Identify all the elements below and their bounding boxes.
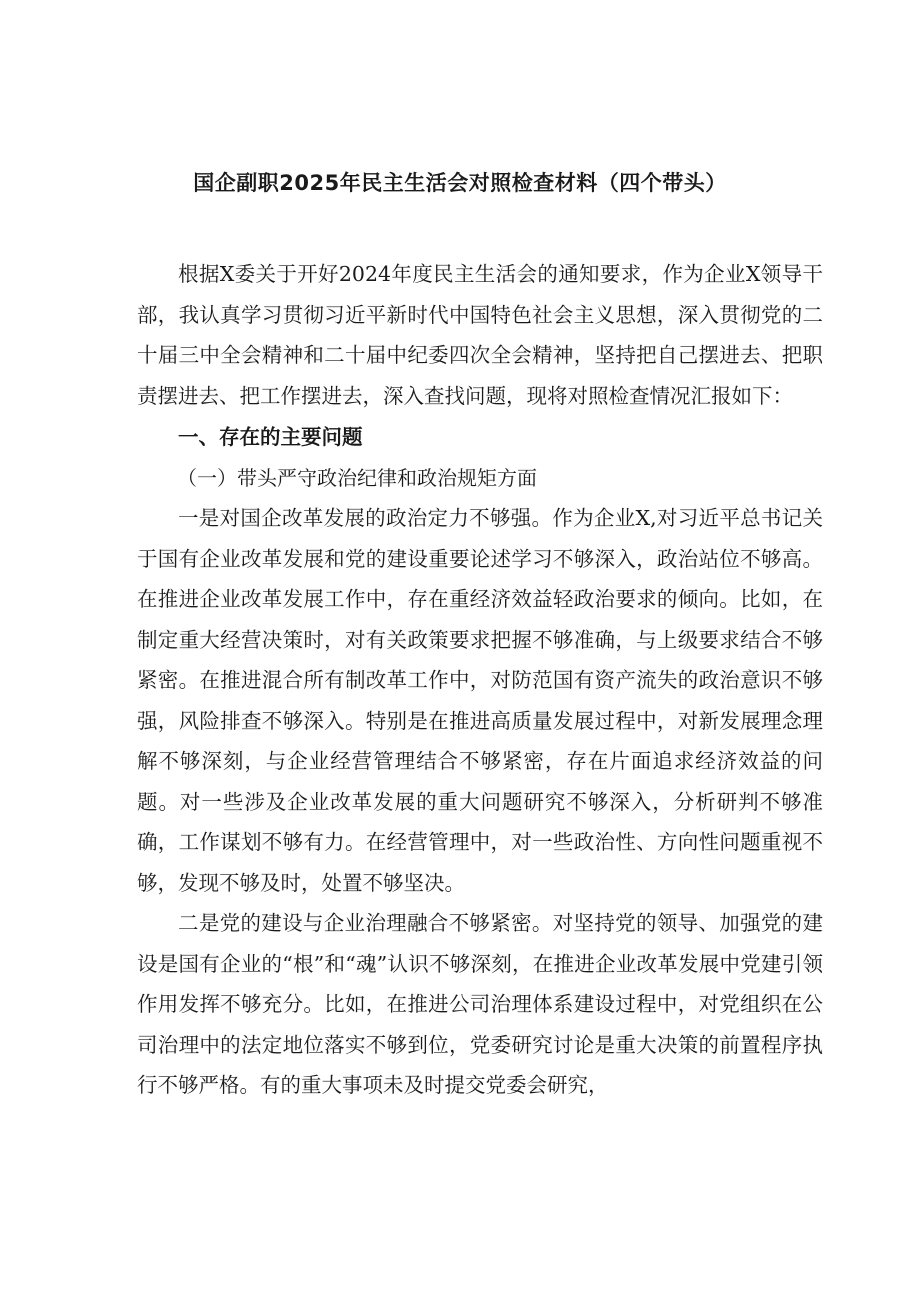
- body-paragraph: 一是对国企改革发展的政治定力不够强。作为企业X,对习近平总书记关于国有企业改革发展和党的建设重要论述学习不够深入，政治站位不够高。在推进企业改革发展工作中，存在重经济效益轻政治要求的倾向。比如，在制定重大经营决策时，对有关政策要求把握不够准确，与上级要求结合不够紧密。在推进混合所有制改革工作中，对防范国有资产流失的政治意识不够强，风险排查不够深入。特别是在推进高质量发展过程中，对新发展理念理解不够深刻，与企业经营管理结合不够紧密，存在片面追求经济效益的问题。对一些涉及企业改革发展的重大问题研究不够深入，分析研判不够准确，工作谋划不够有力。在经营管理中，对一些政治性、方向性问题重视不够，发现不够及时，处置不够坚决。: [137, 506, 823, 895]
- document-title: 国企副职2025年民主生活会对照检查材料（四个带头）: [193, 171, 727, 195]
- section-heading: 一、存在的主要问题: [178, 425, 363, 449]
- body-paragraph: 二是党的建设与企业治理融合不够紧密。对坚持党的领导、加强党的建设是国有企业的“根”和“魂”认识不够深刻，在推进企业改革发展中党建引领作用发挥不够充分。比如，在推进公司治理体系建设过程中，对党组织在公司治理中的法定地位落实不够到位，党委研究讨论是重大决策的前置程序执行不够严格。有的重大事项未及时提交党委会研究，: [137, 911, 823, 1097]
- intro-paragraph: 根据X委关于开好2024年度民主生活会的通知要求，作为企业X领导干部，我认真学习贯彻习近平新时代中国特色社会主义思想，深入贯彻党的二十届三中全会精神和二十届中纪委四次全会精神，坚持把自己摆进去、把职责摆进去、把工作摆进去，深入查找问题，现将对照检查情况汇报如下：: [137, 262, 823, 408]
- subsection-heading: （一）带头严守政治纪律和政治规矩方面: [177, 466, 537, 490]
- document-body: [137, 254, 823, 1106]
